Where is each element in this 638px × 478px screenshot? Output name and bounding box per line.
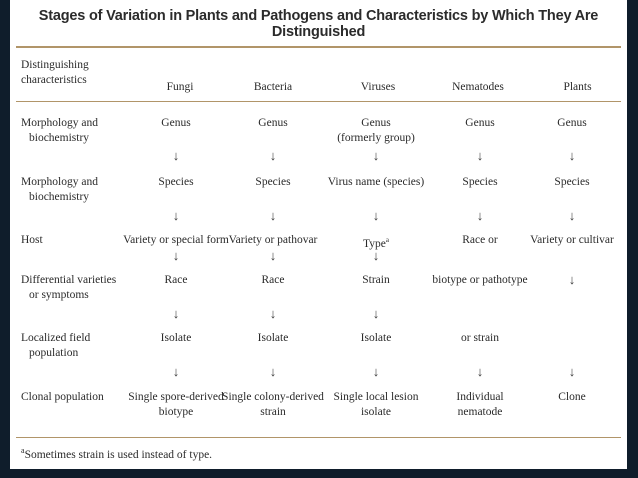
row-label-morphology-1 [21,116,98,146]
nematodes-clonal-line1: Individual [456,391,504,403]
down-arrow-icon: ↓ [172,148,180,163]
row-label-line: Morphology and [21,117,98,129]
row-label-line: biochemistry [29,191,90,203]
down-arrow-icon: ↓ [568,208,576,223]
row-label-clonal: Clonal population [21,391,104,403]
row-label-line: or symptoms [29,289,89,301]
plants-clone: Clone [558,391,586,403]
fungi-clonal-line2: biotype [158,406,194,418]
row-label-line: Morphology and [21,176,98,188]
bacteria-isolate: Isolate [257,332,289,344]
header-plants: Plants [563,81,592,93]
down-arrow-icon: ↓ [568,148,576,163]
bacteria-genus: Genus [258,117,288,129]
viruses-genus-line1: Genus [361,117,391,129]
header-bacteria: Bacteria [253,81,293,93]
nematodes-race: Race or [462,234,498,246]
viruses-strain: Strain [362,274,390,286]
viruses-genus [316,116,436,146]
viruses-genus-line2: (formerly group) [337,132,415,144]
down-arrow-icon: ↓ [269,248,277,263]
fungi-genus: Genus [161,117,191,129]
row-label-line: population [29,347,79,359]
bacteria-species: Species [255,176,291,188]
header-row-label-line2: characteristics [21,74,87,86]
top-rule [16,46,621,48]
down-arrow-icon: ↓ [172,248,180,263]
down-arrow-icon: ↓ [269,208,277,223]
nematodes-genus: Genus [465,117,495,129]
down-arrow-icon: ↓ [269,148,277,163]
fungi-species: Species [158,176,194,188]
viruses-clonal-line2: isolate [360,406,392,418]
nematodes-clonal-line2: nematode [457,406,503,418]
header-rule [16,101,621,102]
down-arrow-icon: ↓ [172,208,180,223]
bacteria-clonal [213,390,333,420]
footnote-marker: a [21,446,25,455]
viruses-isolate: Isolate [360,332,392,344]
nematodes-strain: or strain [460,332,499,344]
fungi-isolate: Isolate [160,332,192,344]
bacteria-clonal-line2: strain [260,406,286,418]
bacteria-clonal-line1: Single colony-derived [222,391,324,403]
footnote [21,446,212,461]
row-label-morphology-2 [21,175,98,205]
down-arrow-icon: ↓ [172,306,180,321]
down-arrow-icon: ↓ [476,148,484,163]
plants-species: Species [554,176,590,188]
header-row-label [21,58,89,88]
viruses-clonal [316,390,436,420]
fungi-race: Race [164,274,188,286]
down-arrow-icon: ↓ [568,272,576,287]
bottom-rule [16,437,621,438]
header-nematodes: Nematodes [452,81,504,93]
down-arrow-icon: ↓ [372,148,380,163]
down-arrow-icon: ↓ [269,364,277,379]
row-label-line: biochemistry [29,132,90,144]
row-label-host: Host [21,234,43,246]
down-arrow-icon: ↓ [269,306,277,321]
footnote-text: Sometimes strain is used instead of type. [24,448,213,461]
table-title: Stages of Variation in Plants and Pathogens and Characteristics by Which They Are Distinguished [38,8,599,40]
fungi-clonal-line1: Single spore-derived [128,391,224,403]
down-arrow-icon: ↓ [372,364,380,379]
header-fungi: Fungi [166,81,194,93]
nematodes-species: Species [462,176,498,188]
down-arrow-icon: ↓ [372,306,380,321]
down-arrow-icon: ↓ [476,208,484,223]
viruses-clonal-line1: Single local lesion [333,391,419,403]
fungi-variety: Variety or special form [123,234,229,246]
slide-frame [10,0,627,469]
down-arrow-icon: ↓ [568,364,576,379]
row-label-line: Localized field [21,332,91,344]
row-label-localized [21,331,90,361]
viruses-species: Virus name (species) [327,176,425,188]
row-label-line: Differential varieties [21,274,117,286]
viruses-type-text: Type [363,237,386,250]
header-row-label-line1: Distinguishing [21,59,89,71]
down-arrow-icon: ↓ [372,208,380,223]
footnote-marker: a [385,236,389,244]
plants-variety: Variety or cultivar [530,234,614,246]
header-viruses: Viruses [360,81,396,93]
plants-genus: Genus [557,117,587,129]
bacteria-race: Race [261,274,285,286]
bacteria-variety: Variety or pathovar [228,234,318,246]
down-arrow-icon: ↓ [172,364,180,379]
row-label-differential [21,273,116,303]
down-arrow-icon: ↓ [372,248,380,263]
nematodes-biotype: biotype or pathotype [432,274,528,286]
down-arrow-icon: ↓ [476,364,484,379]
